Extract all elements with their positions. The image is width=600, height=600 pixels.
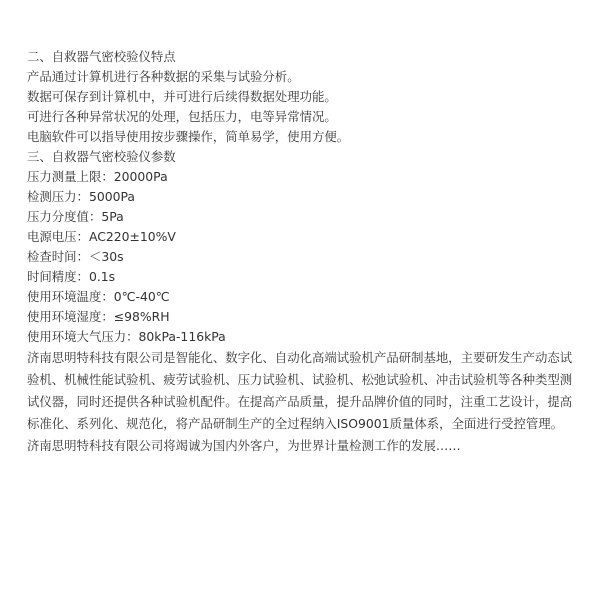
param-item: 电源电压：AC220±10%V	[27, 229, 176, 244]
param-item: 压力分度值：5Pa	[27, 209, 124, 224]
features-heading: 二、自救器气密校验仪特点	[27, 49, 176, 64]
feature-item: 数据可保存到计算机中，并可进行后续得数据处理功能。	[27, 89, 337, 104]
params-heading: 三、自救器气密校验仪参数	[27, 149, 176, 164]
param-item: 使用环境大气压力：80kPa-116kPa	[27, 329, 226, 344]
param-item: 时间精度：0.1s	[27, 269, 116, 284]
feature-item: 产品通过计算机进行各种数据的采集与试验分析。	[27, 69, 300, 84]
company-paragraph: 济南思明特科技有限公司是智能化、数字化、自动化高端试验机产品研制基地，主要研发生产动态试验机、机械性能试验机、疲劳试验机、压力试验机、试验机、松弛试验机、冲击试验机等各种类型测试仪器，同时还提供各种试验机配件。在提高产品质量，提升品牌价值的同时，注重工艺设计，提高标准化、系列化、规范化，将产品研制生产的全过程纳入ISO9001质量体系，全面进行受控管理。济南思明特科技有限公司将竭诚为国内外客户，为世界计量检测工作的发展……	[27, 350, 573, 453]
feature-item: 可进行各种异常状况的处理，包括压力，电等异常情况。	[27, 109, 337, 124]
feature-item: 电脑软件可以指导使用按步骤操作，简单易学，使用方便。	[27, 129, 350, 144]
param-item: 压力测量上限：20000Pa	[27, 169, 168, 184]
param-item: 检测压力：5000Pa	[27, 189, 135, 204]
param-item: 检查时间：＜30s	[27, 249, 124, 264]
param-item: 使用环境温度：0℃-40℃	[27, 289, 170, 304]
param-item: 使用环境湿度：≤98%RH	[27, 309, 170, 324]
document-body	[27, 47, 575, 457]
